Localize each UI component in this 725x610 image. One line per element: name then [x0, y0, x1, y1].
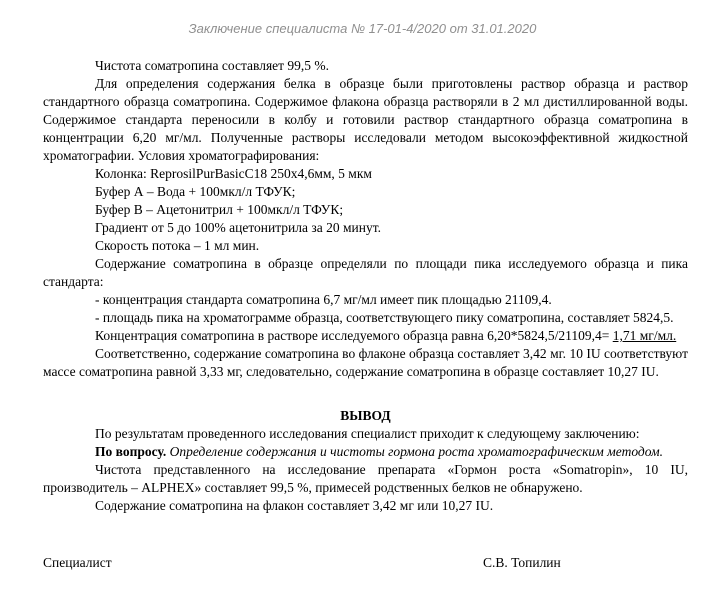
paragraph-preparation: Для определения содержания белка в образце были приготовлены раствор образца и раствор стандартного образца соматропина. Содержимое флакона образца растворяли в 2 мл дистиллированной воды. Содержимое стандарта переносили в колбу и готовили раствор стандартного образца соматропина в концентрации 6,20 мг/мл. Полученные растворы исследовали методом высокоэффективной жидкостной хроматографии. Условия хроматографирования:	[43, 76, 688, 163]
paragraph-standard-peak: - концентрация стандарта соматропина 6,7 мг/мл имеет пик площадью 21109,4.	[95, 292, 552, 307]
document-header-title: Заключение специалиста № 17-01-4/2020 от 31.01.2020	[188, 21, 537, 36]
paragraph-conclusion-intro: По результатам проведенного исследования специалист приходит к следующему заключению:	[95, 426, 640, 441]
signature-name: С.В. Топилин	[483, 555, 561, 570]
paragraph-purity: Чистота соматропина составляет 99,5 %.	[95, 58, 330, 73]
conclusion-heading: ВЫВОД	[340, 408, 391, 423]
question-label-bold: По вопросу.	[95, 444, 167, 459]
paragraph-concentration	[43, 327, 688, 345]
signature-row	[43, 554, 688, 572]
paragraph-content-method: Содержание соматропина в образце определяли по площади пика исследуемого образца и пика стандарта:	[43, 256, 688, 289]
paragraph-buffer-b: Буфер В – Ацетонитрил + 100мкл/л ТФУК;	[95, 202, 344, 217]
signature-role-label: Специалист	[43, 555, 112, 570]
paragraph-flow-rate: Скорость потока – 1 мл мин.	[95, 238, 260, 253]
concentration-result-underlined: 1,71 мг/мл.	[612, 328, 677, 343]
question-text-italic: Определение содержания и чистоты гормона роста хроматографическим методом.	[166, 444, 663, 459]
paragraph-final-content: Содержание соматропина на флакон составляет 3,42 мг или 10,27 IU.	[95, 498, 494, 513]
paragraph-buffer-a: Буфер А – Вода + 100мкл/л ТФУК;	[95, 184, 296, 199]
paragraph-gradient: Градиент от 5 до 100% ацетонитрила за 20 минут.	[95, 220, 381, 235]
paragraph-vial-content: Соответственно, содержание соматропина во флаконе образца составляет 3,42 мг. 10 IU соответствуют массе соматропина равной 3,33 мг, следовательно, содержание соматропина в образце составляет 10,27 IU.	[43, 346, 688, 379]
paragraph-question	[43, 443, 688, 461]
paragraph-sample-peak: - площадь пика на хроматограмме образца, соответствующего пику соматропина, составляет 5824,5.	[95, 310, 674, 325]
concentration-formula-text: Концентрация соматропина в растворе исследуемого образца равна 6,20*5824,5/21109,4=	[95, 328, 613, 343]
paragraph-column: Колонка: ReprosilPurBasicC18 250x4,6мм, 5 мкм	[95, 166, 372, 181]
paragraph-final-purity: Чистота представленного на исследование препарата «Гормон роста «Somatropin», 10 IU, производитель – ALPHEX» составляет 99,5 %, примесей родственных белков не обнаружено.	[43, 462, 688, 495]
document-body	[43, 57, 688, 572]
